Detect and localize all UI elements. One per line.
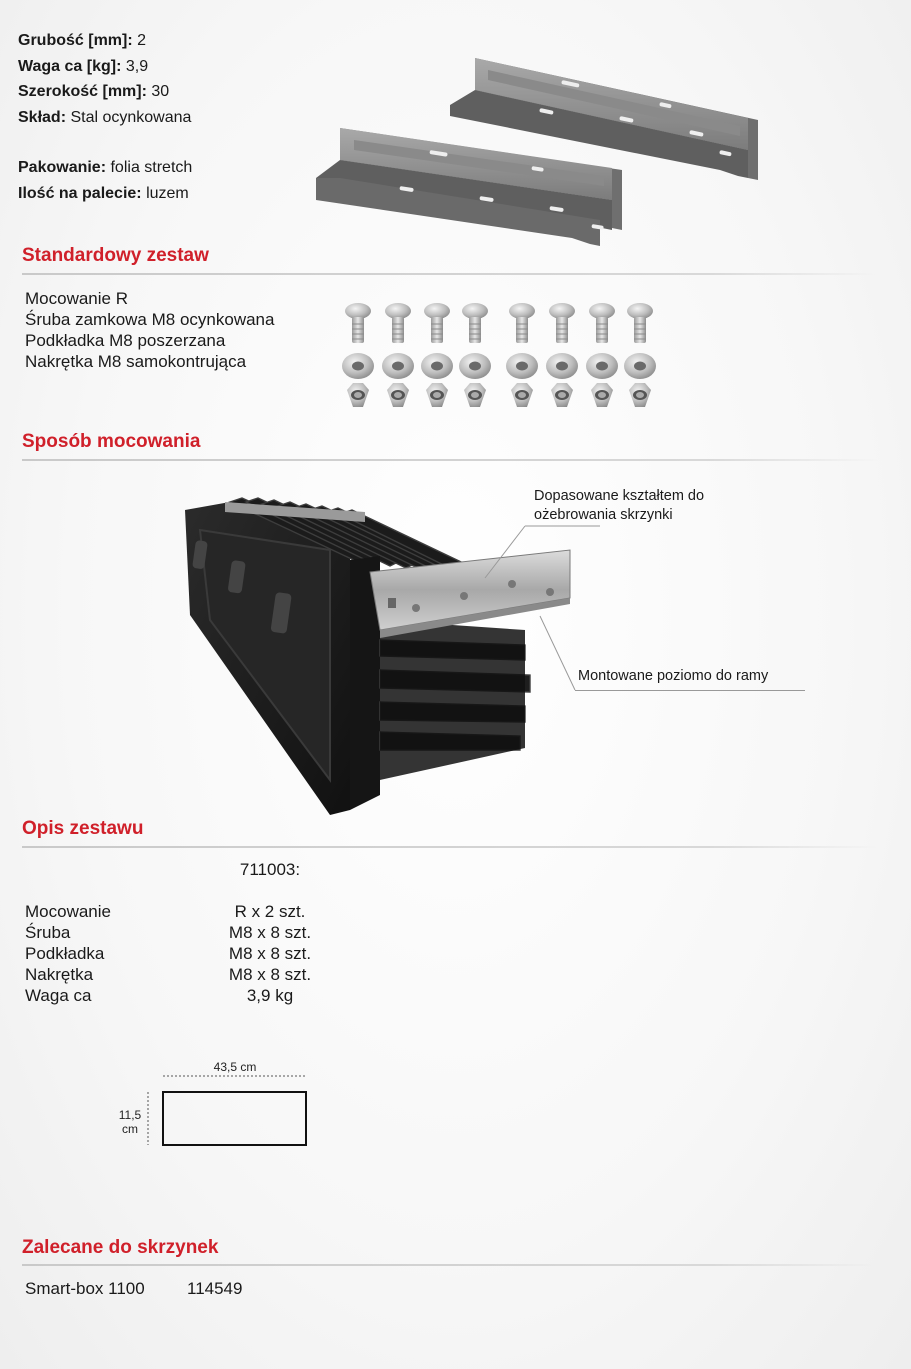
table-row-label: Waga ca xyxy=(25,986,92,1005)
section-title-recommended: Zalecane do skrzynek xyxy=(22,1237,219,1258)
section-divider xyxy=(22,459,878,461)
dimension-drawing xyxy=(140,1068,320,1152)
bolt-set-5 xyxy=(506,303,538,407)
toolbox-body xyxy=(185,498,530,815)
list-item: Podkładka M8 poszerzana xyxy=(25,331,226,350)
mounting-brackets-image xyxy=(300,50,770,260)
section-title-standard-set: Standardowy zestaw xyxy=(22,245,209,266)
callout-horizontal-mount: Montowane poziomo do ramy xyxy=(578,668,769,684)
packaging-row: Ilość na palecie: luzem xyxy=(18,184,189,202)
table-row-label: Podkładka xyxy=(25,944,105,963)
bolt-set-8 xyxy=(624,303,656,407)
set-table-values xyxy=(190,901,350,1006)
bolt-set-2 xyxy=(382,303,414,407)
bracket-front xyxy=(316,128,622,246)
table-row-label: Śruba xyxy=(25,923,71,942)
table-row-label: Nakrętka xyxy=(25,965,94,984)
bolt-set-1 xyxy=(342,303,374,407)
standard-set-list xyxy=(25,288,274,372)
table-row-label: Mocowanie xyxy=(25,902,111,921)
recommended-item-name: Smart-box 1100 xyxy=(25,1279,145,1298)
section-divider xyxy=(22,1264,878,1266)
hardware-image xyxy=(335,300,665,420)
packaging-row: Pakowanie: folia stretch xyxy=(18,159,193,177)
bolt-set-7 xyxy=(586,303,618,407)
section-title-set-description: Opis zestawu xyxy=(22,818,144,839)
spec-row: Waga ca [kg]: 3,9 xyxy=(18,57,149,75)
spec-list xyxy=(18,28,192,207)
spec-row: Szerokość [mm]: 30 xyxy=(18,83,170,101)
section-title-mounting: Sposób mocowania xyxy=(22,431,201,452)
table-row-value: R x 2 szt. xyxy=(234,902,306,921)
dimension-height-label: 11,5 cm xyxy=(118,1108,142,1136)
list-item: Mocowanie R xyxy=(25,289,128,308)
set-code: 711003: xyxy=(239,860,301,879)
table-row-value: M8 x 8 szt. xyxy=(228,944,312,963)
callout-underline xyxy=(575,690,805,691)
table-row-value: 3,9 kg xyxy=(246,986,294,1005)
table-row-value: M8 x 8 szt. xyxy=(228,923,312,942)
spec-row: Grubość [mm]: 2 xyxy=(18,32,147,49)
spec-row: Skład: Stal ocynkowana xyxy=(18,108,192,126)
recommended-item-code: 114549 xyxy=(187,1279,243,1298)
section-divider xyxy=(22,846,878,848)
table-row-value: M8 x 8 szt. xyxy=(228,965,312,984)
dimension-width-label: 43,5 cm xyxy=(213,1060,257,1074)
bolt-set-4 xyxy=(459,303,491,407)
section-divider xyxy=(22,273,878,275)
bolt-set-6 xyxy=(546,303,578,407)
set-table-labels xyxy=(25,901,111,1006)
list-item: Śruba zamkowa M8 ocynkowana xyxy=(25,310,275,329)
list-item: Nakrętka M8 samokontrująca xyxy=(25,352,247,371)
callout-line-bottom xyxy=(540,616,575,690)
callout-rib-shape: Dopasowane kształtem do ożebrowania skrzynki xyxy=(534,488,705,523)
toolbox-mounting-image xyxy=(180,480,600,820)
bolt-set-3 xyxy=(421,303,453,407)
